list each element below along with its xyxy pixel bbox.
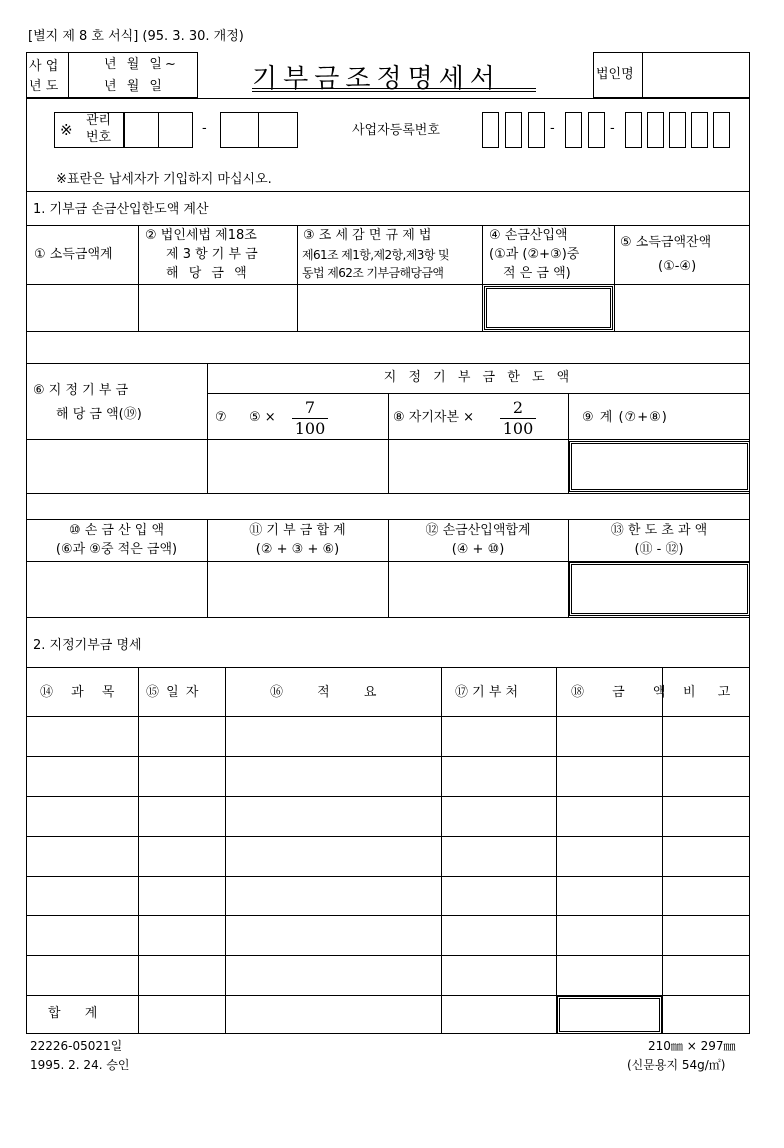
col7-mult: ⑤ × [249,410,276,425]
biz-reg-label: 사업자등록번호 [352,123,440,138]
section2-title: 2. 지정기부금 명세 [33,638,142,653]
limit-header: 지 정 기 부 금 한 도 액 [383,370,574,385]
col15-header: ⑮ 일 자 [146,685,199,700]
biz-reg-digit[interactable] [713,112,730,148]
form-header: [별지 제 8 호 서식] (95. 3. 30. 개정) [28,29,244,44]
period-label-bottom: 년 도 [29,79,59,94]
section1-title: 1. 기부금 손금산입한도액 계산 [33,202,209,217]
col13-value-box[interactable] [569,562,750,616]
col4-header-l1: ④ 손금산입액 [489,228,568,243]
footer-approval: 1995. 2. 24. 승인 [30,1058,130,1072]
biz-reg-digit[interactable] [505,112,522,148]
remarks-header: 비 고 [683,685,731,700]
mgmt-digit[interactable] [124,112,159,148]
biz-reg-digit[interactable] [528,112,545,148]
corp-name-label: 법인명 [596,67,634,82]
col2-header-l3: 해 당 금 액 [166,266,250,281]
mgmt-digit[interactable] [258,112,298,148]
col5-header-l2: (①-④) [658,259,697,274]
biz-reg-digit[interactable] [625,112,642,148]
period-to: 년 월 일 [104,79,165,94]
col17-header: ⑰ 기 부 처 [455,685,519,700]
biz-reg-digit[interactable] [588,112,605,148]
mgmt-label-top: 관리 [86,113,112,128]
col14-header: ⑭ 과 목 [40,685,115,700]
mgmt-digit[interactable] [158,112,193,148]
col3-header-l1: ③ 조 세 감 면 규 제 법 [303,228,432,243]
biz-reg-digit[interactable] [647,112,664,148]
total-label: 합 계 [48,1006,98,1021]
col2-header-l1: ② 법인세법 제18조 [145,228,257,243]
mgmt-mark: ※ [60,121,73,139]
col4-header-l2: (①과 (②+③)중 [489,247,580,262]
col7-denominator: 100 [294,419,326,438]
mgmt-label-bottom: 번호 [86,130,112,145]
col6-header-l1: ⑥ 지 정 기 부 금 [33,383,129,398]
biz-reg-digit[interactable] [565,112,582,148]
notice: ※표란은 납세자가 기입하지 마십시오. [56,172,272,187]
form-title: 기부금조정명세서 [252,64,501,94]
col3-header-l3: 동법 제62조 기부금해당금액 [302,266,444,280]
biz-reg-digit[interactable] [482,112,499,148]
total-amount-box[interactable] [557,996,662,1034]
col7-numerator: 7 [292,400,328,419]
mgmt-digit[interactable] [220,112,259,148]
period-label-top: 사 업 [29,59,59,74]
col12-header-l2: (④ + ⑩) [451,542,505,557]
col2-header-l2: 제 3 항 기 부 금 [166,247,258,262]
footer-size: 210㎜ × 297㎜ [648,1039,736,1053]
col11-header-l1: ⑪ 기 부 금 합 계 [249,523,346,538]
col6-header-l2: 해 당 금 액(⑲) [56,407,142,422]
biz-reg-digit[interactable] [691,112,708,148]
col8-fraction [500,400,536,437]
col13-header-l1: ⑬ 한 도 초 과 액 [610,523,708,538]
period-from: 년 월 일~ [104,57,179,72]
col9-header: ⑨ 계 (⑦+⑧) [582,410,668,425]
col10-header-l1: ⑩ 손 금 산 입 액 [68,523,165,538]
col8-label: ⑧ 자기자본 × [393,410,475,425]
col7-fraction [292,400,328,437]
col5-header-l1: ⑤ 소득금액잔액 [620,235,712,250]
col18-header: ⑱ 금 액 [571,685,666,700]
col8-numerator: 2 [500,400,536,419]
biz-reg-dash: - [610,121,615,136]
col3-header-l2: 제61조 제1항,제2항,제3항 및 [302,248,449,262]
col11-header-l2: (② + ③ + ⑥) [255,542,340,557]
col12-header-l1: ⑫ 손금산입액합계 [425,523,531,538]
col16-header: ⑯ 적 요 [270,685,377,700]
col7-label: ⑦ [215,410,227,425]
col1-header: ① 소득금액계 [34,247,113,262]
col8-denominator: 100 [502,419,534,438]
col4-value-box[interactable] [484,286,613,330]
col4-header-l3: 적 은 금 액) [503,266,571,281]
footer-code: 22226-05021일 [30,1039,123,1053]
biz-reg-digit[interactable] [669,112,686,148]
footer-paper: (신문용지 54g/㎡) [627,1058,726,1072]
biz-reg-dash: - [550,121,555,136]
col9-value-box[interactable] [569,441,750,492]
mgmt-dash: - [202,121,207,136]
col10-header-l2: (⑥과 ⑨중 적은 금액) [55,542,178,557]
col13-header-l2: (⑪ - ⑫) [634,542,684,557]
